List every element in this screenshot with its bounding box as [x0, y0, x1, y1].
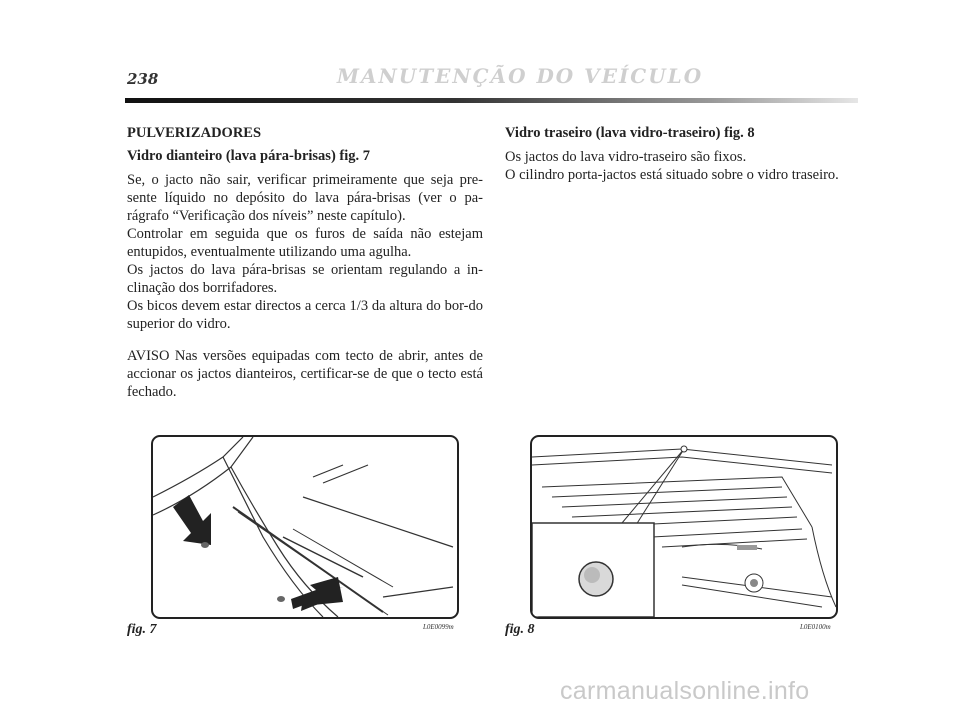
paragraph: Se, o jacto não sair, verificar primeiramente que seja pre-sente líquido no depósito do lava pára-brisas (ver o pa-rágrafo “Verificação dos níveis” neste capítulo).	[127, 172, 483, 224]
paragraph: Os bicos devem estar directos a cerca 1/3 da altura do bor-do superior do vidro.	[127, 298, 483, 332]
left-column	[127, 124, 483, 401]
paragraph: O cilindro porta-jactos está situado sobre o vidro traseiro.	[505, 167, 839, 183]
rear-window-washer-illustration	[532, 437, 836, 617]
windscreen-washer-illustration	[153, 437, 457, 617]
figure-7-caption: fig. 7	[127, 622, 157, 637]
right-column	[505, 124, 865, 184]
header-rule	[125, 98, 858, 103]
spacer	[127, 333, 483, 347]
paragraph: Os jactos do lava vidro-traseiro são fixos.	[505, 149, 747, 165]
figure-7-illustration	[151, 435, 459, 619]
rear-window-subheading: Vidro traseiro (lava vidro-traseiro) fig. 8	[505, 125, 755, 141]
section-heading: PULVERIZADORES	[127, 125, 262, 141]
watermark: carmanualsonline.info	[560, 677, 810, 705]
paragraph: Controlar em seguida que os furos de saída não estejam entupidos, eventualmente utilizando uma agulha.	[127, 226, 483, 260]
section-title: MANUTENÇÃO DO VEÍCULO	[336, 64, 704, 88]
figure-8-code: L0E0100m	[800, 623, 831, 631]
figure-7-code: L0E0099m	[423, 623, 454, 631]
figure-8-illustration	[530, 435, 838, 619]
paragraph: Os jactos do lava pára-brisas se orientam regulando a in-clinação dos borrifadores.	[127, 262, 483, 296]
figure-8-caption: fig. 8	[505, 622, 535, 637]
warning-text: AVISO Nas versões equipadas com tecto de abrir, antes de accionar os jactos dianteiros, certificar-se de que o tecto está fechado.	[127, 348, 483, 400]
page-number: 238	[127, 70, 159, 88]
windscreen-subheading: Vidro dianteiro (lava pára-brisas) fig. 7	[127, 148, 371, 164]
